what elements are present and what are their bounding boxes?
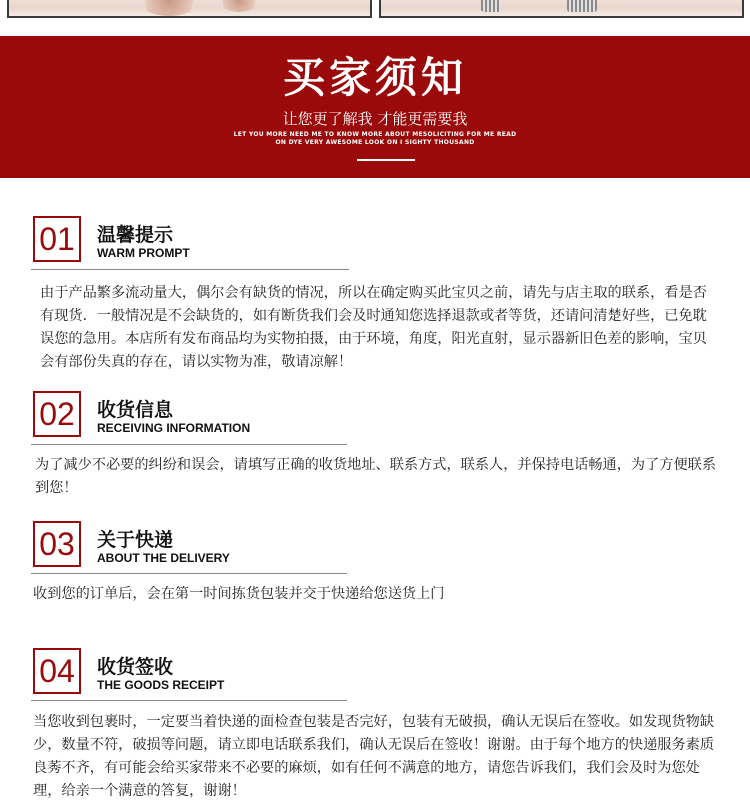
banner-english-line-1: LET YOU MORE NEED ME TO KNOW MORE ABOUT MESOLICITING FOR ME READ xyxy=(233,131,517,138)
banner-subtitle: 让您更了解我 才能更需要我 xyxy=(282,110,468,128)
product-photo-left xyxy=(7,0,372,18)
section-number: 01 xyxy=(33,216,81,262)
section-body: 收到您的订单后，会在第一时间拣货包装并交于快递给您送货上门 xyxy=(33,586,445,602)
section-title-en: WARM PROMPT xyxy=(97,246,190,260)
product-photo-strip xyxy=(0,0,750,36)
section-number: 02 xyxy=(33,391,81,437)
banner-english-text xyxy=(0,131,750,147)
section-title-cn: 收货签收 xyxy=(97,656,174,678)
section-title-cn: 收货信息 xyxy=(97,399,174,421)
section-title-en: THE GOODS RECEIPT xyxy=(97,678,225,692)
section-title-en: RECEIVING INFORMATION xyxy=(97,421,251,435)
banner-english-line-2: ON DYE VERY AWESOME LOOK ON I SIGHTY THOUSAND xyxy=(275,139,475,146)
section-warm-prompt xyxy=(0,216,750,376)
section-number: 03 xyxy=(33,521,81,567)
buyer-notice-banner xyxy=(0,36,750,178)
product-photo-right xyxy=(379,0,744,18)
section-body: 由于产品繁多流动量大，偶尔会有缺货的情况，所以在确定购买此宝贝之前，请先与店主取的联系，看是否有现货．一般情况是不会缺货的，如有断货我们会及时通知您选择退款或者等货，还请问清楚好些，已免耽误您的急用。本店所有发布商品均为实物拍摄，由于环境，角度，阳光直射，显示器新旧色差的影响，宝贝会有部份失真的存在，请以实物为准，敬请凉解！ xyxy=(40,285,707,370)
section-divider xyxy=(31,444,347,445)
section-goods-receipt xyxy=(0,648,750,810)
section-body: 当您收到包裹时，一定要当着快递的面检查包装是否完好，包装有无破损，确认无误后在签收。如发现货物缺少，数量不符，破损等问题，请立即电话联系我们，确认无误后在签收！谢谢。由于每个地方的快递服务素质良莠不齐，有可能会给买家带来不必要的麻烦，如有任何不满意的地方，请您告诉我们，我们会及时为您处理，给亲一个满意的答复，谢谢！ xyxy=(33,714,715,799)
section-body: 为了减少不必要的纠纷和误会，请填写正确的收货地址、联系方式，联系人，并保持电话畅通，为了方便联系到您！ xyxy=(35,457,717,496)
section-divider xyxy=(31,573,347,574)
section-title-cn: 温馨提示 xyxy=(97,224,174,246)
section-divider xyxy=(31,700,347,701)
section-divider xyxy=(31,269,349,270)
banner-divider xyxy=(357,159,415,161)
section-title-en: ABOUT THE DELIVERY xyxy=(97,551,230,565)
section-about-the-delivery xyxy=(0,521,750,621)
section-number: 04 xyxy=(33,648,81,694)
section-title-cn: 关于快递 xyxy=(97,529,174,551)
section-receiving-information xyxy=(0,391,750,511)
banner-title: 买家须知 xyxy=(282,53,467,102)
